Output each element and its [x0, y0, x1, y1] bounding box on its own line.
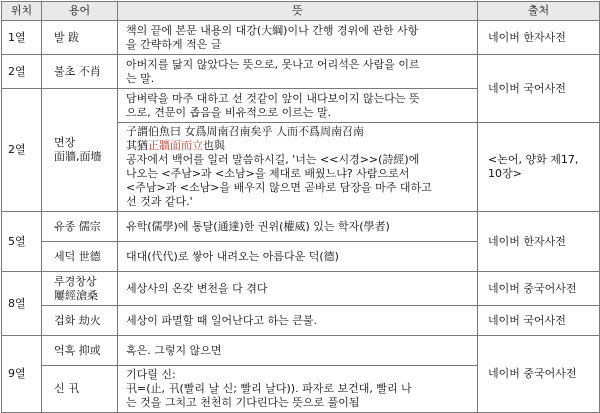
table-row: [2, 272, 600, 306]
header-row: [2, 2, 600, 21]
term-cell: 신 卂: [42, 366, 118, 413]
term-hanja: 屢經滄桑: [54, 288, 98, 302]
meaning-cell: 혹은. 그렇지 않으면: [118, 336, 478, 366]
table-row: [2, 336, 600, 366]
position-cell: 2열: [2, 55, 42, 89]
source-cell: 네이버 한자사전: [478, 212, 600, 272]
term-cell: 유종 儒宗: [42, 212, 118, 242]
table-row: [2, 21, 600, 55]
term-hangul: 면장: [54, 136, 76, 149]
classical-line: 子謂伯魚曰 女爲周南召南矣乎 人而不爲周南召南: [126, 125, 364, 138]
vocabulary-table: [1, 1, 600, 413]
meaning-line: 卂=(止, 卂(빨리 날 신; 빨리 날다)). 파자로 보건대, 빨리 나: [126, 382, 412, 395]
source-cell: 네이버 중국어사전: [478, 336, 600, 413]
meaning-line: 아버지를 닮지 않았다는 뜻으로, 못나고 어리석은 사람을 이르: [126, 57, 420, 71]
meaning-line: 담벼락을 마주 대하고 선 것같이 앞이 내다보이지 않는다는 뜻: [126, 91, 420, 105]
meaning-cell: [118, 89, 478, 123]
term-cell: 겁화 劫火: [42, 306, 118, 336]
table-row: [2, 212, 600, 242]
source-cell: 네이버 한자사전: [478, 21, 600, 55]
header-position: 위치: [2, 2, 42, 21]
translation-line: 선 것과 같다.': [126, 195, 193, 208]
meaning-line: 는 것을 그치고 천천히 기다린다는 뜻으로 풀이됨: [126, 396, 360, 409]
table-row: [2, 55, 600, 89]
term-cell: [42, 272, 118, 306]
position-cell: 8열: [2, 272, 42, 336]
header-source: 출처: [478, 2, 600, 21]
translation-line: <주남>과 <소남>을 배우지 않으면 곧바로 담장을 마주 대하고: [126, 181, 432, 194]
meaning-cell: 대대(代代)로 쌓아 내려오는 아름다운 덕(德): [118, 242, 478, 272]
header-meaning: 뜻: [118, 2, 478, 21]
header-term: 용어: [42, 2, 118, 21]
term-hanja: 面牆,面墻: [54, 150, 102, 163]
highlighted-phrase: 正牆面而立: [148, 139, 203, 152]
position-cell: 1열: [2, 21, 42, 55]
source-cell: 네이버 국어사전: [478, 306, 600, 336]
meaning-cell: [118, 55, 478, 89]
meaning-cell: 세상이 파멸할 때 일어난다고 하는 큰불.: [118, 306, 478, 336]
meaning-line: 책의 끝에 본문 내용의 대강(大綱)이나 간행 경위에 관한 사항: [126, 23, 419, 37]
vocabulary-table-container: [1, 1, 599, 411]
table-row: [2, 306, 600, 336]
meaning-line: 으로, 견문이 좁음을 비유적으로 이르는 말.: [126, 105, 332, 119]
meaning-cell: 유학(儒學)에 통달(通達)한 권위(權威) 있는 학자(學者): [118, 212, 478, 242]
translation-line: 나오는 <주남>과 <소남>을 제대로 배웠느냐? 사람으로서: [126, 167, 410, 180]
classical-line: 其猶正牆面而立也與: [126, 139, 225, 152]
meaning-line: 기다릴 신:: [126, 368, 176, 381]
source-line: 10장>: [488, 167, 522, 180]
term-cell: [42, 89, 118, 212]
meaning-cell: [118, 21, 478, 55]
position-cell: 5열: [2, 212, 42, 272]
meaning-cell: [118, 366, 478, 413]
meaning-line: 는 말.: [126, 71, 155, 85]
meaning-cell: 세상사의 온갖 변천을 다 겪다: [118, 272, 478, 306]
position-cell: 2열: [2, 89, 42, 212]
citation-cell: [118, 123, 478, 212]
term-cell: 발 跋: [42, 21, 118, 55]
source-line: <논어, 양화 제17,: [488, 153, 579, 166]
meaning-line: 을 간략하게 적은 글: [126, 37, 222, 51]
translation-line: 공자에서 백어를 일러 말씀하시길, '너는 <<시경>>(詩經)에: [126, 153, 420, 166]
term-cell: 불초 不肖: [42, 55, 118, 89]
position-cell: 9열: [2, 336, 42, 413]
source-cell: 네이버 국어사전: [478, 55, 600, 123]
term-hangul: 루경창상: [54, 274, 97, 288]
term-cell: 억혹 抑或: [42, 336, 118, 366]
source-cell: 네이버 중국어사전: [478, 272, 600, 306]
source-cell: [478, 123, 600, 212]
term-cell: 세덕 世德: [42, 242, 118, 272]
